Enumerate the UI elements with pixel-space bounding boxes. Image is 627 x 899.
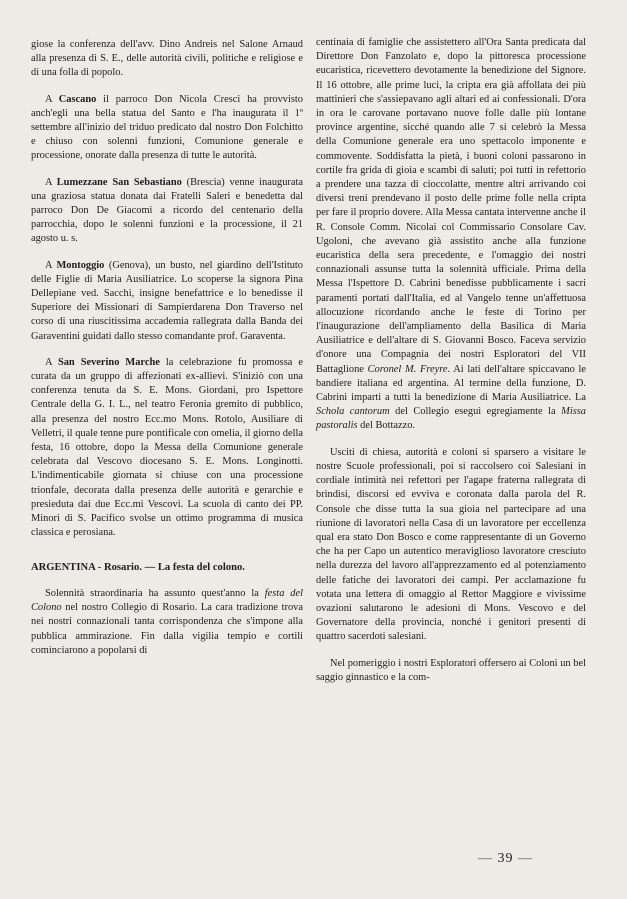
place-name: Lumezzane San Sebastiano	[56, 176, 182, 188]
right-column	[316, 36, 586, 697]
place-name: Cascano	[58, 93, 97, 105]
paragraph-pomeriggio: Nel pomeriggio i nostri Esploratori offersero ai Coloni un bel saggio ginnastico e la com-	[316, 657, 586, 683]
page-number: — 39 —	[478, 851, 533, 866]
paragraph-san-severino: A San Severino Marche la celebrazione fu promossa e curata da un gruppo di affezionati ex-allievi. S'iniziò con una conferenza tenuta da S. E. Mons. Giordani, pro Ispettore Centrale della G. I. L., nel teatro Feronia gremito di pubblico, alla presenza del nostro Ecc.mo Mons. Rotolo, Ausiliare di Velletri, il quale tenne pure pontificale con omelia, il giorno della festa, 16 ottobre, dopo la Messa della Comunione generale celebrata dal Vescovo diocesano S. E. Mons. Longinotti. L'indimenticabile giornata si chiuse con una processione trionfale, decorata dalla presenza delle autorità e gerarchie e presieduta dai due Ecc.mi Vescovi. La scuola di canto dei PP. Minori di S. Pacifico svolse un ottimo programma di musica classica e perosiana.	[31, 356, 303, 539]
paragraph-rosario-continued: centinaia di famiglie che assistettero all'Ora Santa predicata dal Direttore Don Fanzolato e, dopo la pittoresca processione eucaristica, ricevettero devotamente la benedizione del Signore. Il 16 ottobre, alle prime luci, la cripta era già affollata dei più mattinieri che s'assiepavano agli altari ed ai confessionali. D'ora in ora le carovane portavano nuove folle dalle più lontane province argentine, sicché quando alle 7 si celebrò la Messa della Comunione generale era uno spettacolo imponente e commovente. Soddisfatta la pietà, i buoni coloni passarono in cortile fra grida di gioia e scambi di saluti; poi tutti in refettorio a prendere una tazza di cioccolatte, mentre altri arrivando coi diversi treni prendevano il posto delle prime folle nella cripta per fare il proprio dovere. Alla Messa cantata intervenne anche il R. Console Comm. Nicolai col Commissario Consolare Cav. Ugoloni, che avevano già assistito anche alla funzione eucaristica della sera precedente, e l'omaggio dei nostri connazionali assunse tutta la solennità ufficiale. Prima della Messa l'Ispettore D. Cabrini benedisse pubblicamente i sacri paramenti portati dall'Italia, ed al Vangelo tenne un'affettuosa allocuzione ricordando anche le feste di Torino per l'inaugurazione dell'ampliamento della Basilica di Maria Ausiliatrice e dell'altare di S. Giovanni Bosco. Faceva servizio d'onore una Compagnia dei nostri Esploratori del VII Battaglione Coronel M. Freyre. Ai lati dell'altare spiccavano le bandiere italiana ed argentina. Al termine della funzione, D. Cabrini imparti a tutti la benedizione di Maria Ausiliatrice. La Schola cantorum del Collegio eseguì egregiamente la Missa pastoralis del Bottazzo.	[316, 37, 586, 432]
paragraph-continuation: giose la conferenza dell'avv. Dino Andreis nel Salone Arnaud alla presenza di S. E., delle autorità civili, politiche e religiose e di una folla di popolo.	[31, 39, 303, 79]
paragraph-usciti: Usciti di chiesa, autorità e coloni si sparsero a visitare le nostre Scuole professionali, poi si raccolsero coi Salesiani in cordiale intimità nei refettori per l'agape fraterna rallegrata di brindisi, discorsi ed evviva e coronata dalla parola del R. Console che disse tutta la sua gioia nel partecipare ad una riunione di lavoratori nella Casa di un lavoratore per eccellenza qual era stato Don Bosco e come rappresentante di un Governo che ha per Capo un autentico meraviglioso lavoratore cresciuto nella durezza del lavoro all'apprezzamento ed al potenziamento delle fatiche dei lavoratori dei campi. Per acclamazione fu votata una lettera di omaggio al Rettor Maggiore e vivissime ovazioni salutarono le adesioni di Mons. Vescovo e del Governatore della provincia, nonché i genitori presenti di quattro sacerdoti salesiani.	[316, 446, 586, 643]
paragraph-montoggio: A Montoggio (Genova), un busto, nel giardino dell'Istituto delle Figlie di Maria Ausiliatrice. Lo scoperse la signora Pina Dellepiane ved. Sacchi, insigne benefattrice e lo benedisse il Superiore dei Missionari di Sampierdarena Don Traverso nel corso di una riuscitissima accademia rallegrata dalla Banda dei Garaventini guidati dallo stesso comandante prof. Garaventa.	[31, 259, 304, 342]
place-name: Montoggio	[56, 259, 105, 271]
place-name: San Severino Marche	[57, 356, 160, 368]
paragraph-rosario: Solennità straordinaria ha assunto quest'anno la festa del Colono nel nostro Collegio di Rosario. La cara tradizione trova nei nostri connazionali tanta corrispondenza che s'impone alla pubblica ammirazione. Fin dalla vigilia tempio e cortili cominciarono a popolarsi di	[31, 588, 304, 656]
left-column	[31, 38, 303, 670]
paragraph-lumezzane: A Lumezzane San Sebastiano (Brescia) venne inaugurata una graziosa statua donata dai Fratelli Saleri e benedetta dal parroco Don De Giacomi a ricordo del centenario della parrocchia, dopo le solenni funzioni e la processione, il 21 agosto u. s.	[31, 176, 304, 245]
section-heading: ARGENTINA - Rosario. — La festa del colono.	[31, 561, 245, 573]
paragraph-cascano: A Cascano il parroco Don Nicola Cresci ha provvisto anch'egli una bella statua del Santo e l'ha inaugurata il 1º settembre all'inizio del triduo predicato dal nostro Don Folchitto e chiuso con solenni funzioni, Comunione generale e processione, onorate dalla presenza di tutte le autorità.	[31, 93, 304, 162]
